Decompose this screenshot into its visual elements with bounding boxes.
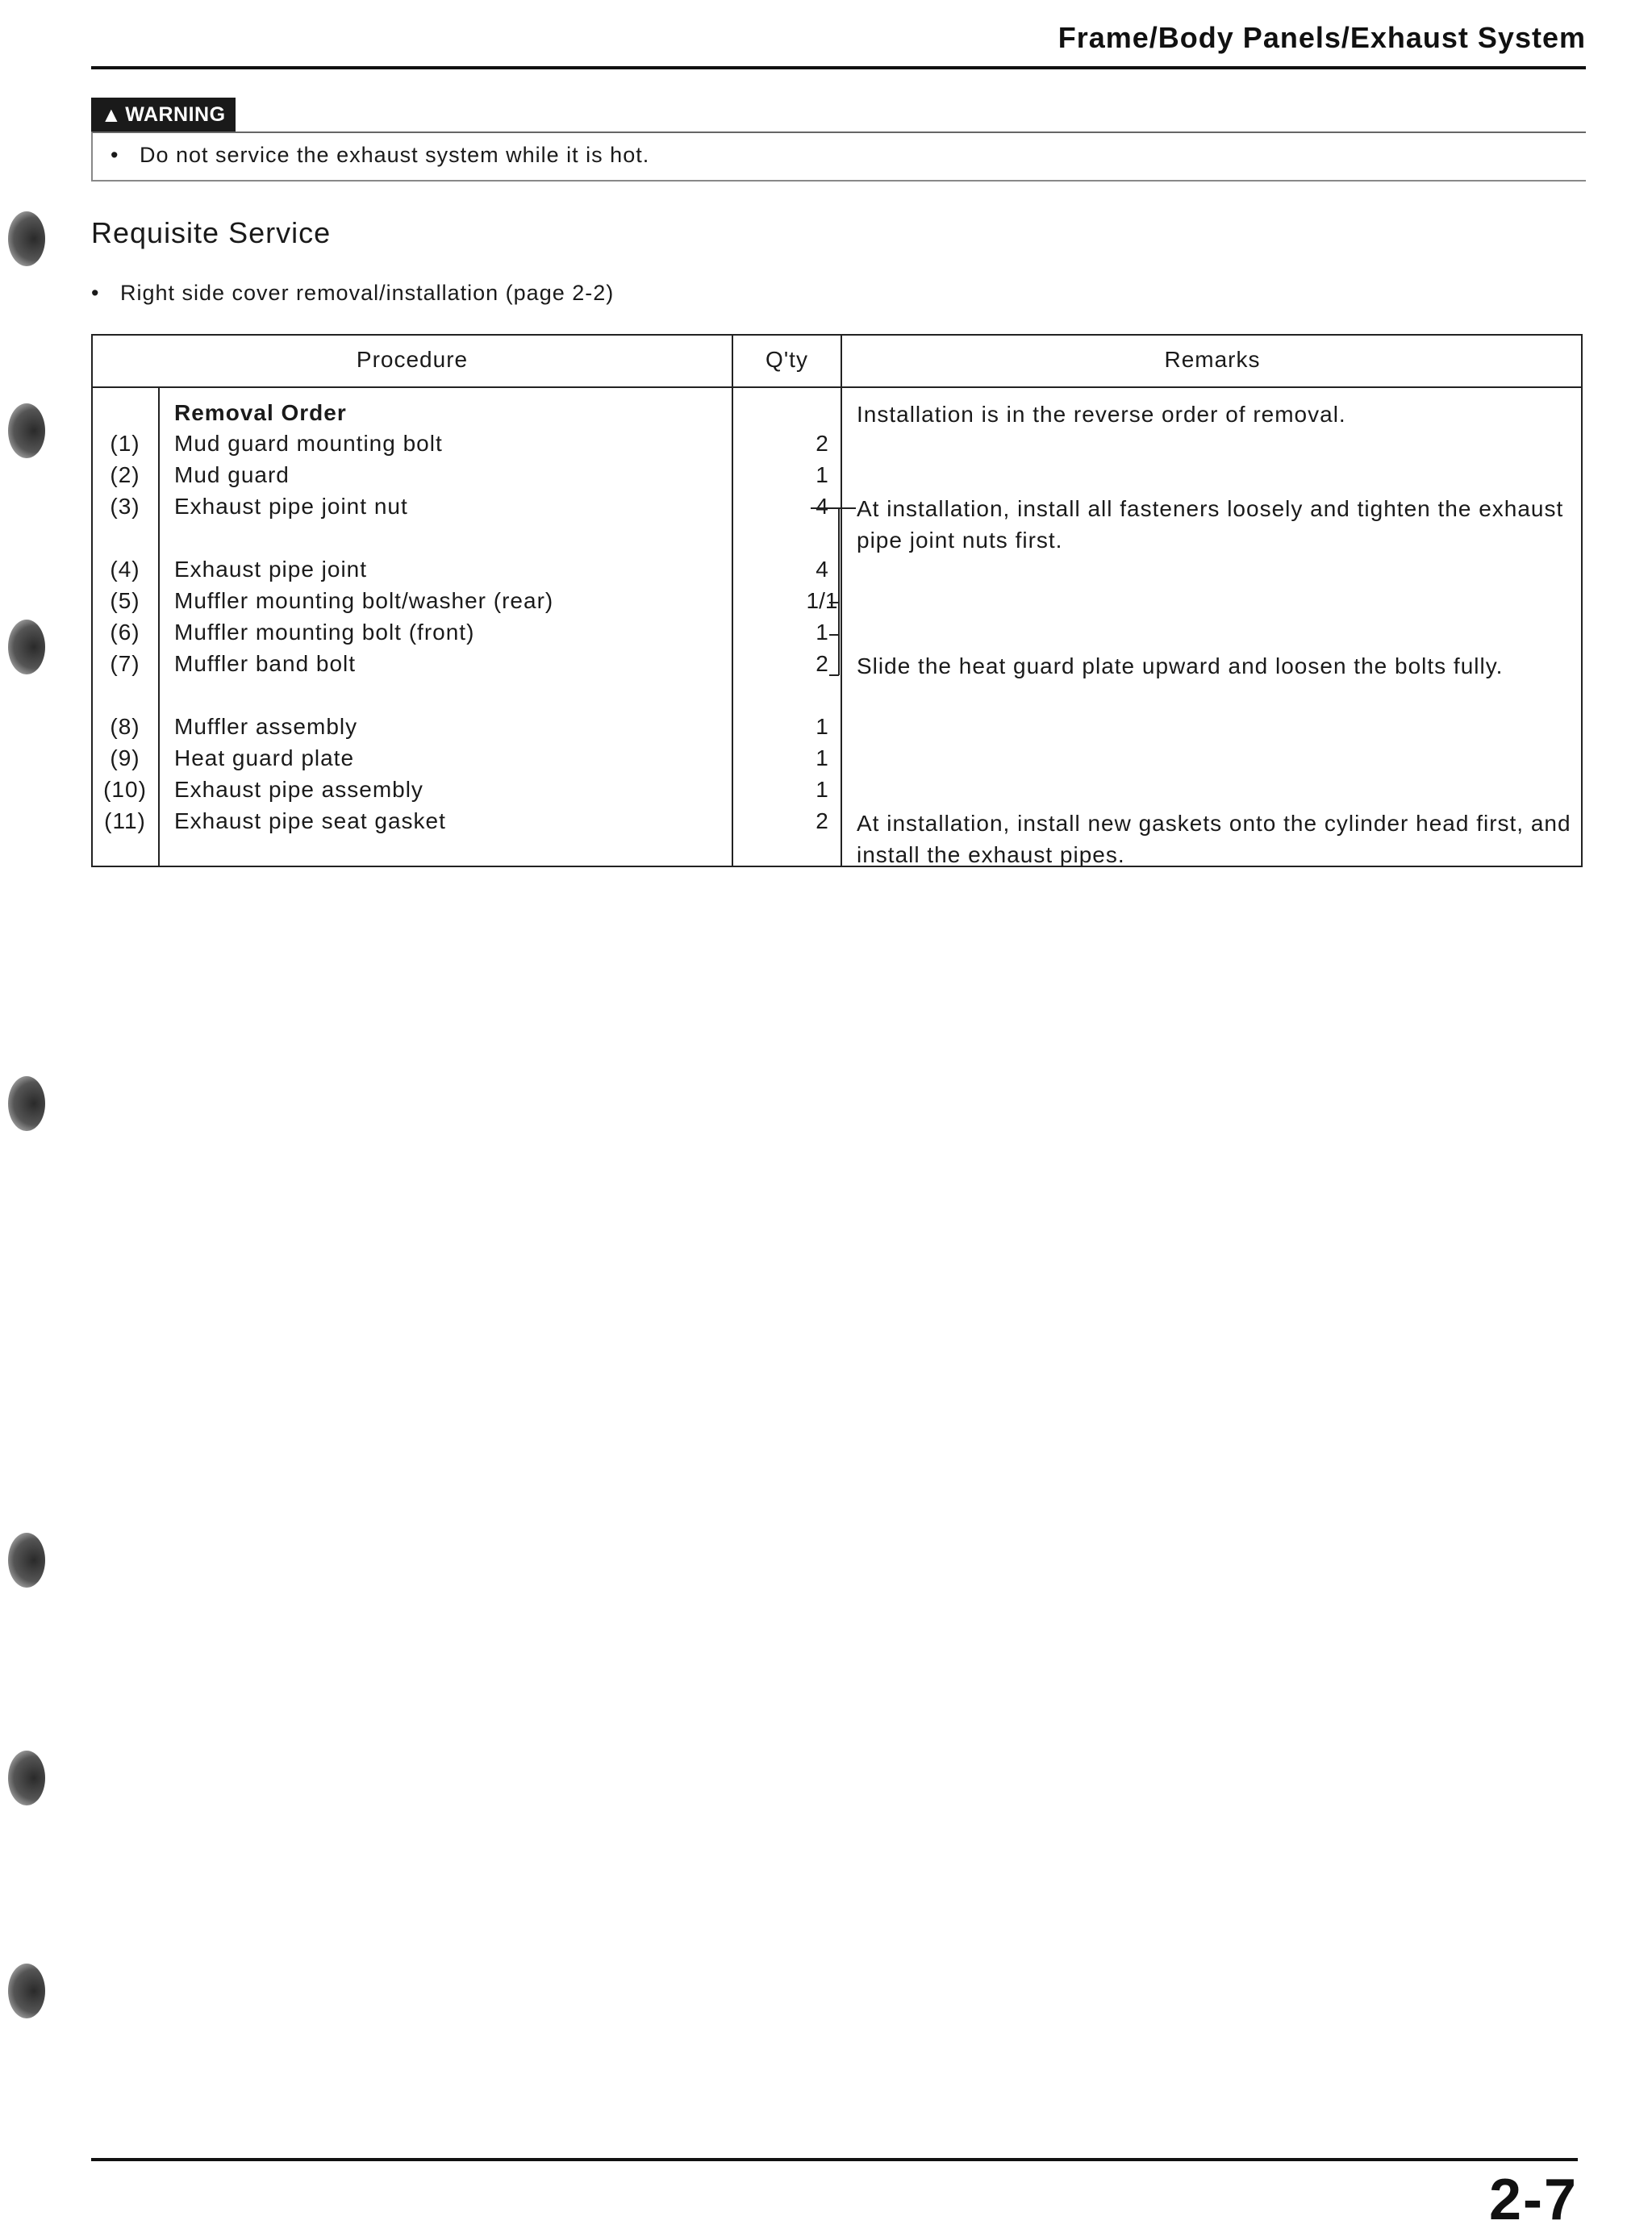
row-qty: 1 [816,714,828,739]
row-index: (11) [104,808,146,833]
row-procedure: Exhaust pipe joint [174,557,368,582]
row-qty: 4 [816,557,828,582]
binder-hole [8,403,45,458]
row-qty: 4 [816,494,828,519]
binder-hole [8,1751,45,1805]
warning-bullet: • [111,143,119,167]
row-index: (3) [110,494,140,519]
row-procedure: Muffler band bolt [174,651,357,676]
row-index: (5) [110,588,140,613]
row-qty: 1 [816,462,828,487]
row-index: (7) [110,651,140,676]
removal-order-label: Removal Order [174,400,347,425]
row-index: (6) [110,620,140,645]
index-divider [158,386,160,866]
row-procedure: Muffler mounting bolt (front) [174,620,475,645]
row-qty: 1 [816,745,828,770]
binder-hole [8,1533,45,1588]
row-procedure: Muffler mounting bolt/washer (rear) [174,588,554,613]
remark: At installation, install all fasteners loosely and tighten the exhaust pipe joint nuts first. [857,496,1564,553]
binder-hole [8,620,45,674]
binder-hole [8,1964,45,2018]
row-qty: 2 [816,651,828,676]
row-procedure: Heat guard plate [174,745,355,770]
remark: Slide the heat guard plate upward and loosen the bolts fully. [857,653,1504,678]
header-procedure: Procedure [356,347,469,372]
binder-hole [8,1076,45,1131]
remark: Installation is in the reverse order of removal. [857,402,1346,427]
footer-rule [91,2158,1578,2161]
binder-hole [8,211,45,266]
requisite-bullet: • [91,281,100,305]
column-divider [732,336,733,866]
procedure-table [91,334,1583,867]
warning-triangle-icon: ▲ [101,102,123,127]
row-qty: 2 [816,808,828,833]
warning-text: Do not service the exhaust system while it is hot. [139,143,650,167]
header-remarks: Remarks [1164,347,1261,372]
row-index: (10) [103,777,147,802]
row-index: (2) [110,462,140,487]
warning-badge-label: WARNING [125,102,226,126]
requisite-item-text: Right side cover removal/installation (page 2-2) [119,281,615,305]
row-index: (8) [110,714,140,739]
row-qty: 1 [816,620,828,645]
row-qty: 1/1 [806,588,838,613]
warning-box [91,131,1586,182]
row-qty: 2 [816,431,828,456]
row-procedure: Exhaust pipe joint nut [174,494,408,519]
header-rule [91,66,1586,69]
warning-text-line [111,143,649,168]
row-procedure: Mud guard [174,462,290,487]
remark: At installation, install new gaskets onto the cylinder head first, and install the exhaust pipes. [857,811,1571,867]
page-header-title: Frame/Body Panels/Exhaust System [1058,21,1586,54]
row-procedure: Exhaust pipe seat gasket [174,808,446,833]
requisite-service-title: Requisite Service [91,216,332,249]
requisite-service-item [91,281,614,306]
page-number: 2-7 [1488,2168,1578,2232]
bracket-connector [803,494,859,695]
row-qty: 1 [816,777,828,802]
warning-badge [91,98,236,131]
row-procedure: Exhaust pipe assembly [174,777,423,802]
row-index: (4) [110,557,140,582]
row-procedure: Muffler assembly [174,714,358,739]
row-procedure: Mud guard mounting bolt [174,431,443,456]
row-index: (9) [110,745,140,770]
header-divider [93,386,1581,388]
header-qty: Q'ty [766,347,808,372]
row-index: (1) [110,431,140,456]
